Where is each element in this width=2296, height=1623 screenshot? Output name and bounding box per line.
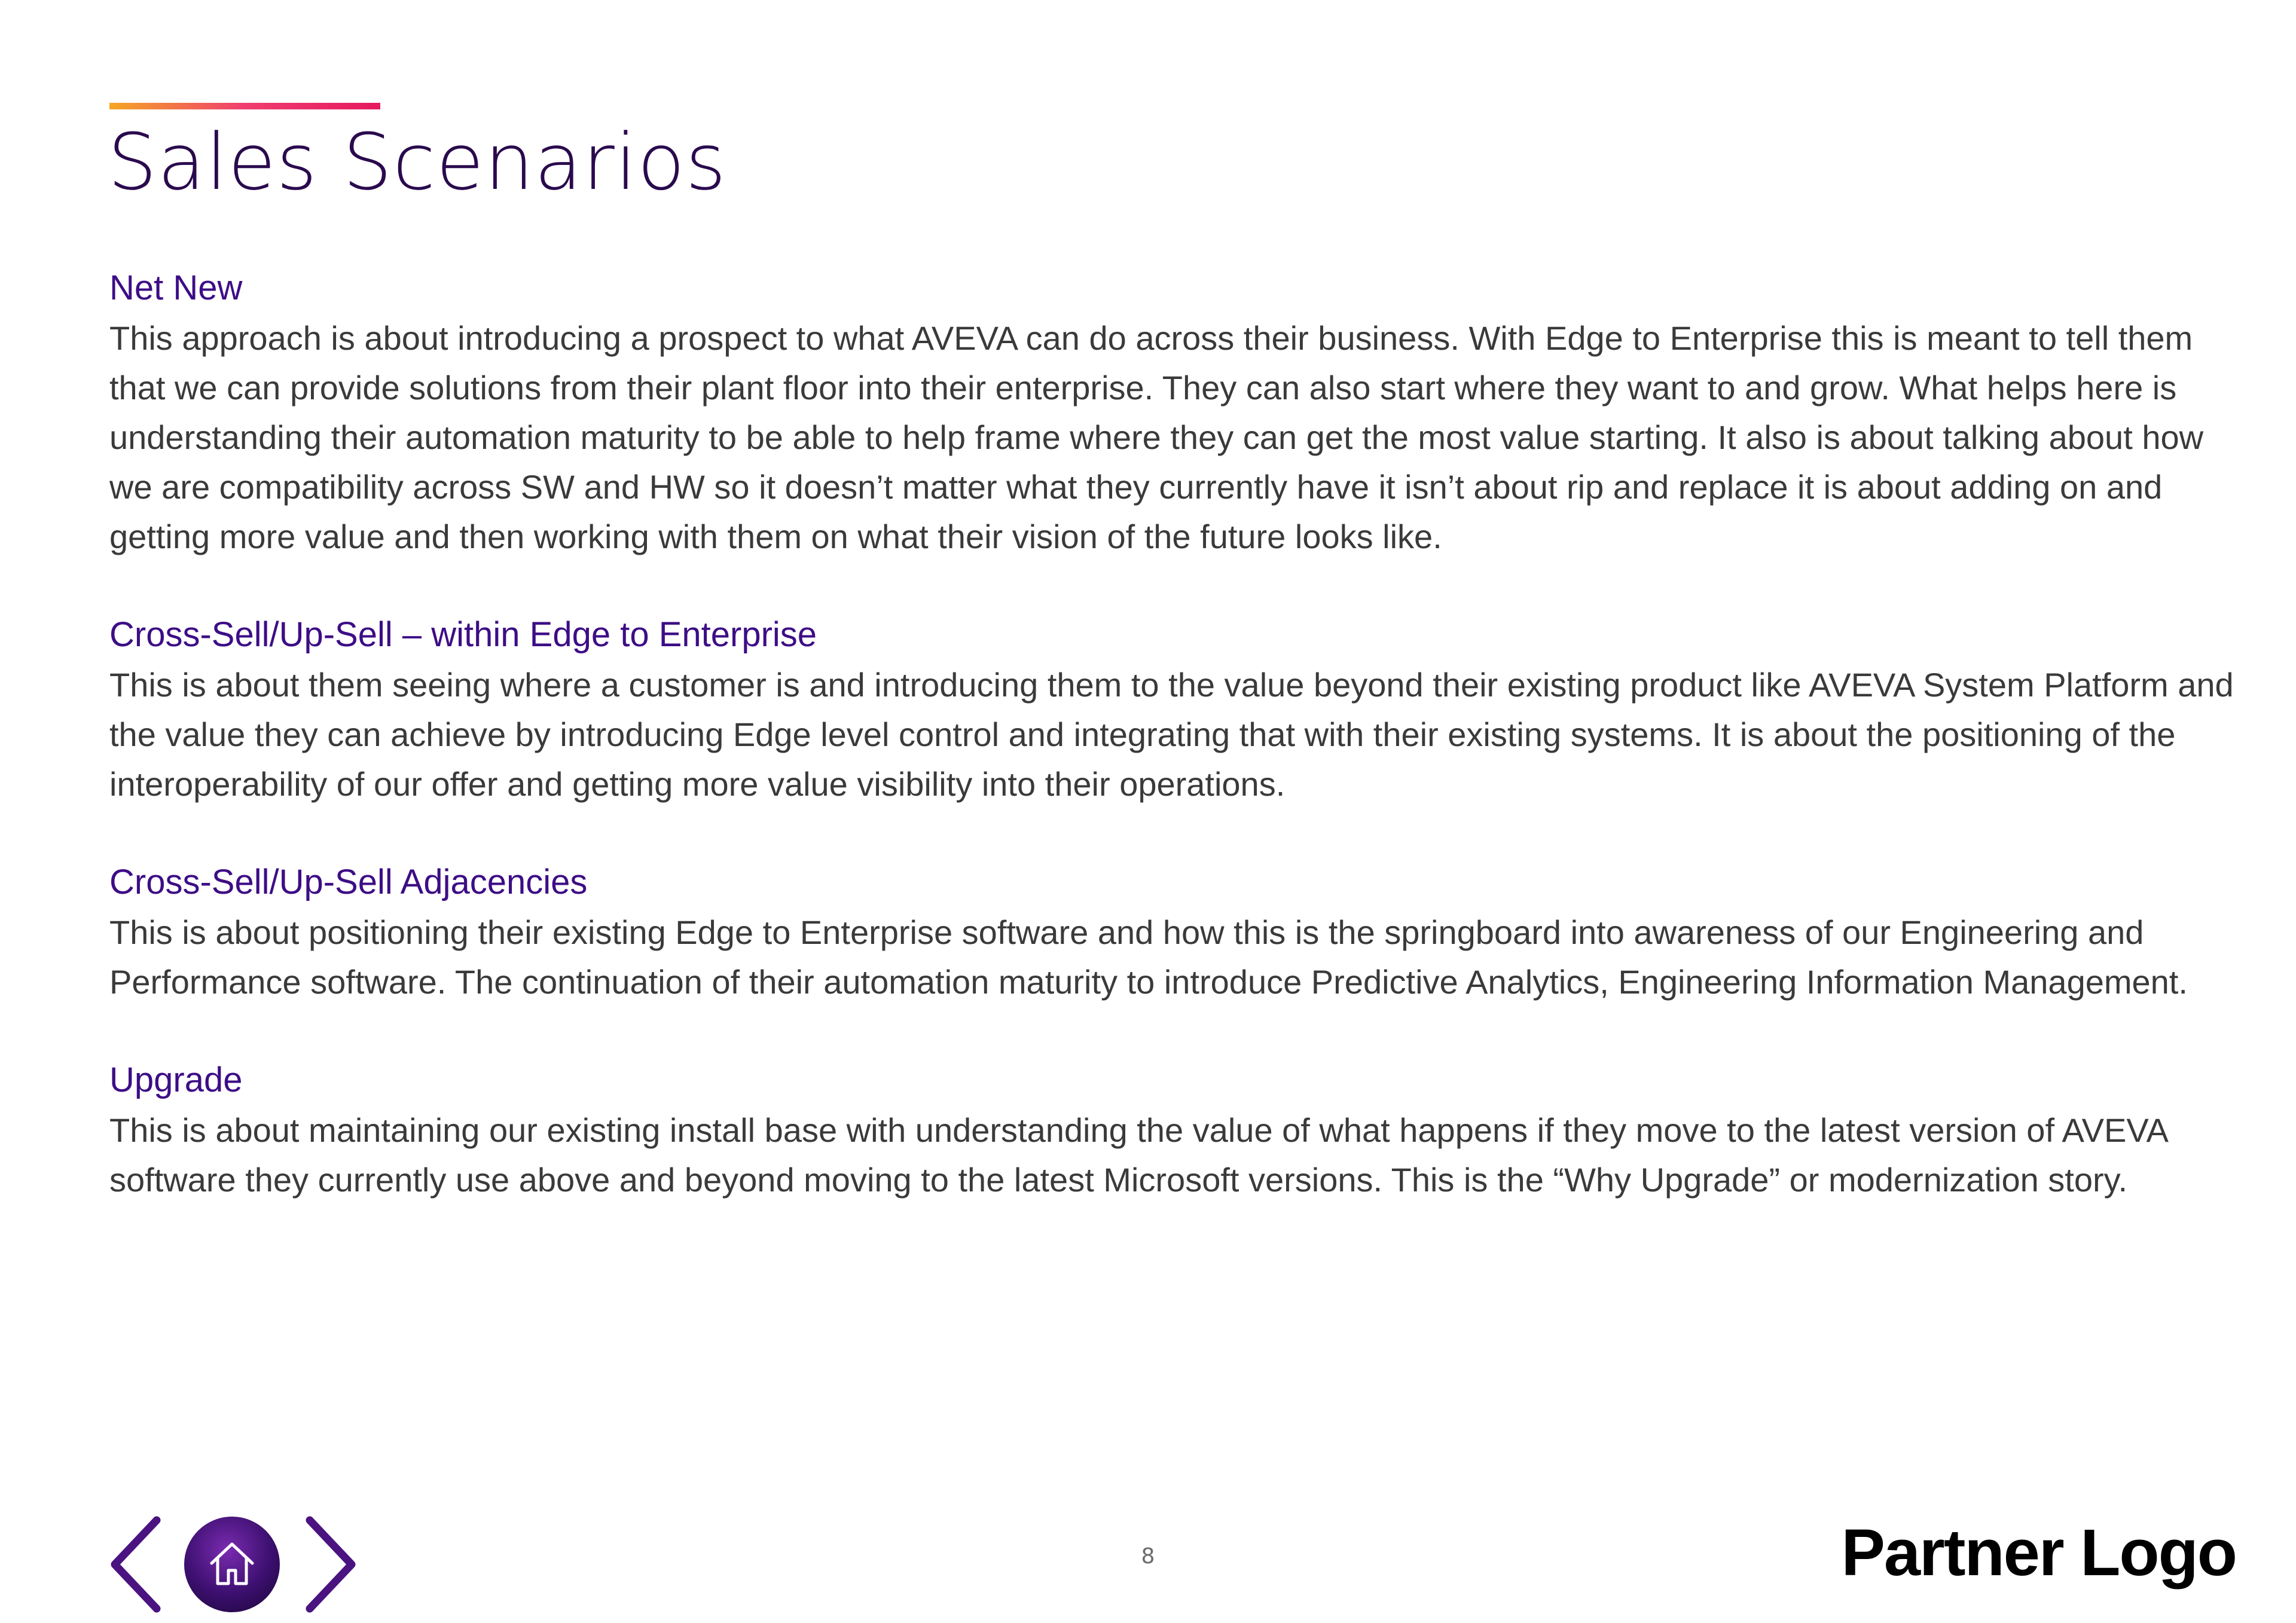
section-body: This is about positioning their existing Edge to Enterprise software and how this is the springboard into awareness of our Engineering and Performance software. The continuation of their automation maturity to introduce Predictive Analytics, Engineering Information Management. [109,913,2188,1001]
section-net-new [109,263,2238,561]
section-heading: Upgrade [109,1060,243,1099]
home-icon [208,1539,256,1587]
title-accent-rule [109,103,380,109]
section-cross-sell-e2e [109,610,2238,809]
section-heading: Cross-Sell/Up-Sell Adjacencies [109,863,588,901]
section-body: This is about maintaining our existing install base with understanding the value of what happens if they move to the latest version of AVEVA software they currently use above and beyond moving to the latest Microsoft versions. This is the “Why Upgrade” or modernization story. [109,1111,2167,1199]
home-button[interactable] [184,1517,280,1612]
section-heading: Net New [109,268,243,307]
chevron-left-icon [108,1515,164,1614]
previous-page-button[interactable] [108,1515,164,1614]
page-number: 8 [1141,1544,1155,1569]
chevron-right-icon [302,1515,359,1614]
content [109,263,2238,1253]
slide-navigation [108,1515,359,1614]
section-body: This is about them seeing where a customer is and introducing them to the value beyond their existing product like AVEVA System Platform and the value they can achieve by introducing Edge level control and integrating that with their existing systems. It is about the positioning of the interoperability of our offer and getting more value visibility into their operations. [109,666,2234,803]
partner-logo: Partner Logo [1841,1516,2236,1590]
section-body: This approach is about introducing a prospect to what AVEVA can do across their business. With Edge to Enterprise this is meant to tell them that we can provide solutions from their plant floor into their enterprise. They can also start where they want to and grow. What helps here is understanding their automation maturity to be able to help frame where they can get the most value starting. It also is about talking about how we are compatibility across SW and HW so it doesn’t matter what they currently have it isn’t about rip and replace it is about adding on and getting more value and then working with them on what their vision of the future looks like. [109,319,2204,555]
page-title: Sales Scenarios [108,117,727,207]
section-upgrade [109,1055,2238,1205]
next-page-button[interactable] [302,1515,359,1614]
section-cross-sell-adjacencies [109,857,2238,1007]
section-heading: Cross-Sell/Up-Sell – within Edge to Enterprise [109,615,817,654]
